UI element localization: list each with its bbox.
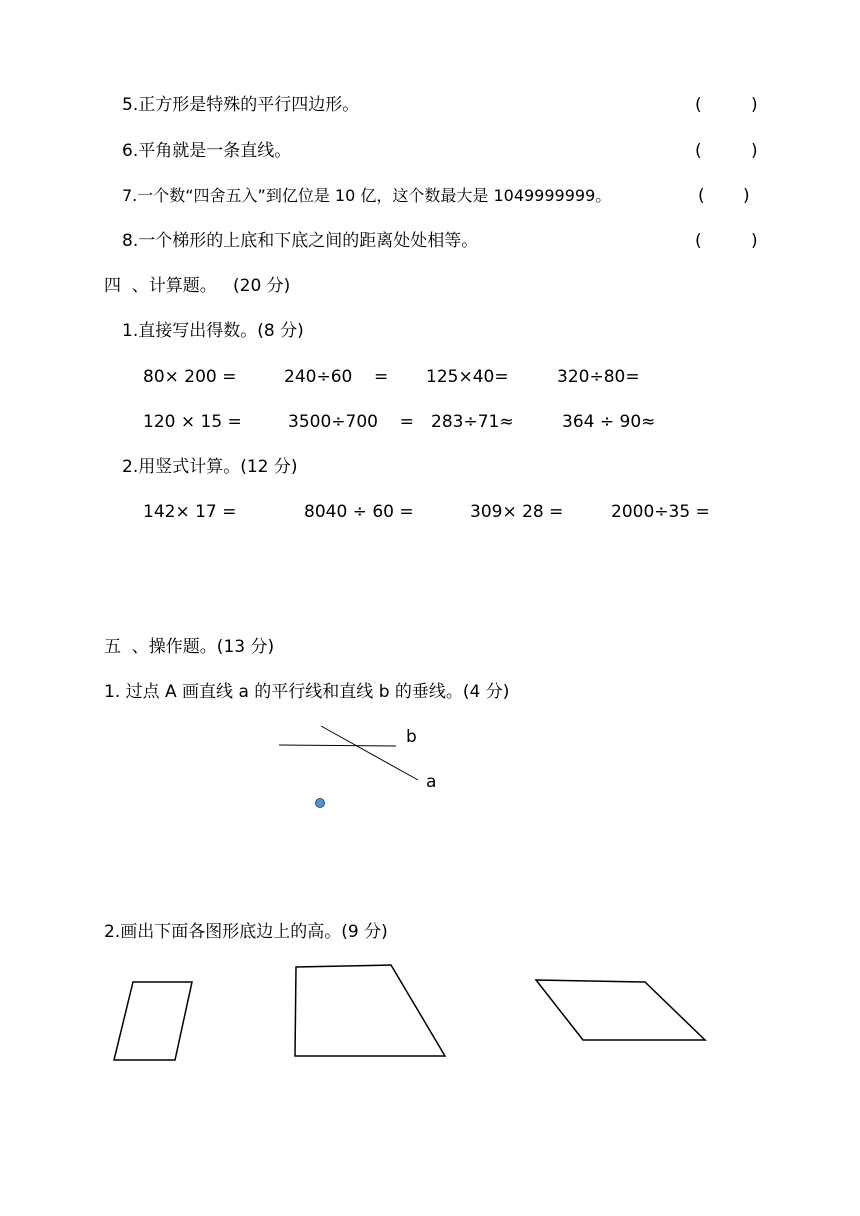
answer-paren-right-7: ) — [743, 186, 750, 206]
answer-paren-right-8: ) — [751, 231, 758, 251]
vert-calc-c4: 2000÷35 = — [611, 502, 710, 522]
judge-item-6: 6.平角就是一条直线。 — [122, 141, 292, 161]
point-a-dot — [316, 799, 325, 808]
judge-item-5: 5.正方形是特殊的平行四边形。 — [122, 95, 360, 115]
calc-r2-c3: 283÷71≈ — [431, 412, 514, 432]
answer-paren-right-5: ) — [751, 95, 758, 115]
calc-r1-c3: 125×40= — [426, 367, 509, 387]
judge-item-8: 8.一个梯形的上底和下底之间的距离处处相等。 — [122, 231, 479, 251]
calc-r2-c4: 364 ÷ 90≈ — [562, 412, 656, 432]
line-b — [279, 745, 396, 746]
calc-r2-c1: 120 × 15 = — [143, 412, 242, 432]
section5-q1: 1. 过点 A 画直线 a 的平行线和直线 b 的垂线。(4 分) — [104, 682, 510, 702]
calc-r1-c4: 320÷80= — [557, 367, 640, 387]
vert-calc-c2: 8040 ÷ 60 = — [304, 502, 414, 522]
section4-q1: 1.直接写出得数。(8 分) — [122, 321, 304, 341]
section5-title: 五 、操作题。(13 分) — [104, 637, 275, 657]
vert-calc-c3: 309× 28 = — [470, 502, 564, 522]
answer-paren-left-8: ( — [695, 231, 702, 251]
line-a-label: a — [426, 772, 437, 792]
judge-item-7: 7.一个数“四舍五入”到亿位是 10 亿，这个数最大是 1049999999。 — [122, 186, 612, 205]
line-a — [321, 726, 418, 780]
answer-paren-left-5: ( — [695, 95, 702, 115]
trapezoid — [295, 965, 445, 1056]
line-b-label: b — [406, 727, 417, 747]
calc-r2-c2: 3500÷700 = — [288, 412, 414, 432]
answer-paren-left-7: ( — [698, 186, 705, 206]
calc-r1-c1: 80× 200 = — [143, 367, 237, 387]
section4-title: 四 、计算题。 (20 分) — [104, 276, 291, 296]
parallelogram-2 — [536, 980, 705, 1040]
parallelogram-1 — [114, 982, 192, 1060]
answer-paren-right-6: ) — [751, 141, 758, 161]
section4-q2: 2.用竖式计算。(12 分) — [122, 457, 298, 477]
calc-r1-c2: 240÷60 = — [284, 367, 389, 387]
vert-calc-c1: 142× 17 = — [143, 502, 237, 522]
section5-q2: 2.画出下面各图形底边上的高。(9 分) — [104, 922, 388, 942]
answer-paren-left-6: ( — [695, 141, 702, 161]
